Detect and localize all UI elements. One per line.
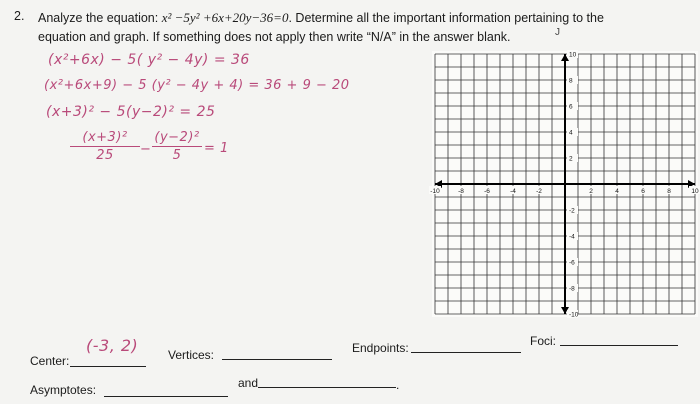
fraction-y-numerator: (y−2)² xyxy=(154,130,200,145)
x-tick-label: 10 xyxy=(691,188,699,195)
foci-answer-blank[interactable] xyxy=(560,344,678,346)
center-answer-value: (-3, 2) xyxy=(86,336,139,355)
endpoints-label: Endpoints: xyxy=(352,341,409,355)
center-label: Center: xyxy=(30,354,70,368)
x-tick-label: 8 xyxy=(667,188,671,195)
y-tick-label: -4 xyxy=(569,233,575,241)
fraction-x-denominator: 25 xyxy=(96,148,114,163)
problem-number: 2. xyxy=(14,9,25,23)
stray-pen-mark: J xyxy=(555,27,560,38)
asymptote-1-answer-blank[interactable] xyxy=(104,395,228,397)
y-tick-label: -10 xyxy=(569,311,579,319)
work-fraction-minus: − xyxy=(140,142,152,157)
y-tick-label: -6 xyxy=(569,259,575,267)
problem-line2: equation and graph. If something does not apply then write “N/A” in the answer blank. xyxy=(38,29,511,44)
foci-label: Foci: xyxy=(530,334,557,348)
fraction-x-bar xyxy=(70,146,140,147)
and-label: and xyxy=(238,376,259,390)
y-tick-label: 10 xyxy=(569,51,577,59)
coordinate-grid[interactable] xyxy=(432,51,698,317)
problem-text-rest: . Determine all the important information pertaining to the xyxy=(288,11,604,25)
work-line-3: (x+3)² − 5(y−2)² = 25 xyxy=(46,104,216,120)
y-tick-label: 4 xyxy=(569,129,573,137)
period-mark: . xyxy=(396,378,400,392)
fraction-x-numerator: (x+3)² xyxy=(82,130,128,145)
y-tick-label: 2 xyxy=(569,155,573,163)
work-line-2: (x²+6x+9) − 5 (y² − 4y + 4) = 36 + 9 − 20 xyxy=(44,78,350,93)
vertices-answer-blank[interactable] xyxy=(222,358,332,360)
asymptotes-label: Asymptotes: xyxy=(30,383,97,397)
x-tick-label: 2 xyxy=(589,188,593,195)
x-tick-label: 4 xyxy=(615,188,619,195)
x-tick-label: 6 xyxy=(641,188,645,195)
y-tick-label: -8 xyxy=(569,285,575,293)
x-tick-label: -4 xyxy=(510,188,516,195)
fraction-y-bar xyxy=(152,146,202,147)
work-fraction-y xyxy=(152,130,202,163)
problem-intro: Analyze the equation: xyxy=(38,11,159,25)
y-tick-label: -2 xyxy=(569,207,575,215)
fraction-y-denominator: 5 xyxy=(172,148,182,163)
problem-equation: x² −5y² +6x+20y−36=0 xyxy=(161,10,289,25)
vertices-label: Vertices: xyxy=(168,348,215,362)
endpoints-answer-blank[interactable] xyxy=(411,351,521,353)
x-tick-label: -10 xyxy=(430,188,440,195)
x-tick-label: -6 xyxy=(484,188,490,195)
y-tick-label: 8 xyxy=(569,77,573,85)
problem-statement xyxy=(38,9,678,46)
asymptote-2-answer-blank[interactable] xyxy=(258,386,396,388)
x-tick-label: -8 xyxy=(458,188,464,195)
grid-svg xyxy=(432,51,698,317)
work-line-1: (x²+6x) − 5( y² − 4y) = 36 xyxy=(48,52,250,68)
work-fraction-equals: = 1 xyxy=(204,141,229,156)
x-tick-label: -2 xyxy=(536,188,542,195)
center-answer-blank[interactable] xyxy=(70,365,146,367)
y-tick-label: 6 xyxy=(569,103,573,111)
work-fraction-x xyxy=(70,130,140,163)
